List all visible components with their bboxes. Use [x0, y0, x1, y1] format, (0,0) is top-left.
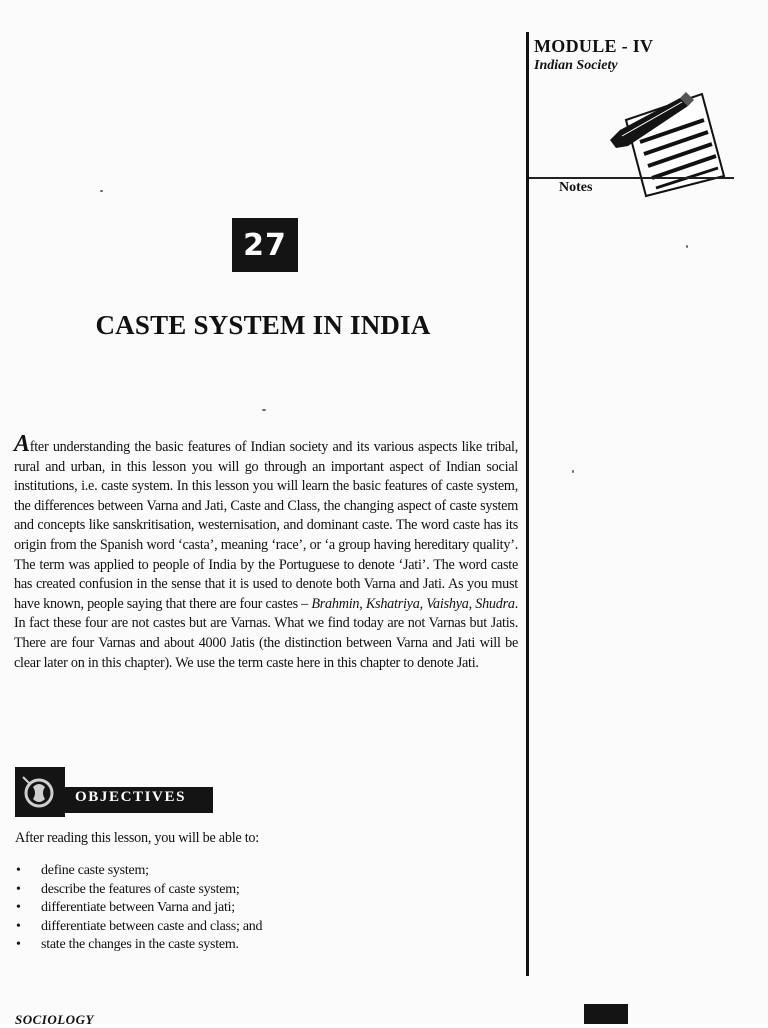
list-item: • state the changes in the caste system. — [15, 936, 262, 955]
footer-subject: SOCIOLOGY — [15, 1012, 94, 1027]
scan-speck — [686, 245, 688, 248]
list-item: • define caste system; — [15, 862, 262, 881]
caste-name: Vaishya — [426, 595, 469, 612]
chapter-number-badge: 27 — [232, 218, 298, 272]
caste-name: Brahmin — [311, 595, 360, 612]
page-number-tab — [584, 1004, 628, 1024]
separator: , — [359, 595, 366, 612]
separator: , — [468, 595, 476, 612]
module-title: MODULE - IV — [534, 36, 654, 56]
chapter-title: CASTE SYSTEM IN INDIA — [95, 310, 431, 340]
intro-text-part-1: fter understanding the basic features of Indian society and its various aspects like tribal, rural and urban, in this lesson you will go through an important aspect of Indian social institutions, i.e. caste system. In this lesson you will learn the basic features of caste system, the differences between Varna and Jati, Caste and Class, the changing aspect of caste system and concepts like sanskritisation, westernisation, and dominant caste. The word caste has its origin from the Spanish word ‘casta’, meaning ‘race’, or ‘a group having hereditary quality’. The term was applied to people of India by the Portuguese to denote ‘Jati’. The word caste has created confusion in the sense that it is used to denote both Varna and Jati. As you must have known, people saying that there are four castes – — [14, 439, 518, 612]
objectives-header — [15, 767, 215, 817]
drop-cap: A — [14, 431, 30, 457]
notes-rule — [529, 177, 734, 179]
separator: , — [419, 595, 427, 612]
caste-name: Kshatriya — [365, 595, 420, 612]
objectives-list — [15, 862, 262, 955]
scan-speck — [262, 409, 266, 411]
objectives-lead: After reading this lesson, you will be able to: — [15, 830, 259, 846]
caste-name: Shudra — [475, 595, 515, 612]
column-divider — [526, 32, 529, 976]
intro-text-part-2: . In fact these four are not castes but are Varnas. What we find today are not Varnas but Jatis. There are four Varnas and about 4000 Jatis (the distinction between Varna and Jati will be clear later on in this chapter). We use the term caste here in this chapter to denote Jati. — [14, 595, 519, 671]
list-item: • describe the features of caste system; — [15, 881, 262, 900]
notes-label: Notes — [559, 180, 593, 195]
scan-speck — [100, 190, 103, 192]
objectives-emblem-icon — [15, 767, 65, 817]
list-item: • differentiate between caste and class; and — [15, 918, 262, 937]
intro-paragraph — [14, 431, 519, 673]
scan-speck — [572, 470, 574, 473]
module-subtitle: Indian Society — [534, 58, 618, 73]
objectives-heading: OBJECTIVES — [75, 789, 187, 805]
list-item: • differentiate between Varna and jati; — [15, 899, 262, 918]
pencil-notepad-icon — [606, 80, 726, 198]
